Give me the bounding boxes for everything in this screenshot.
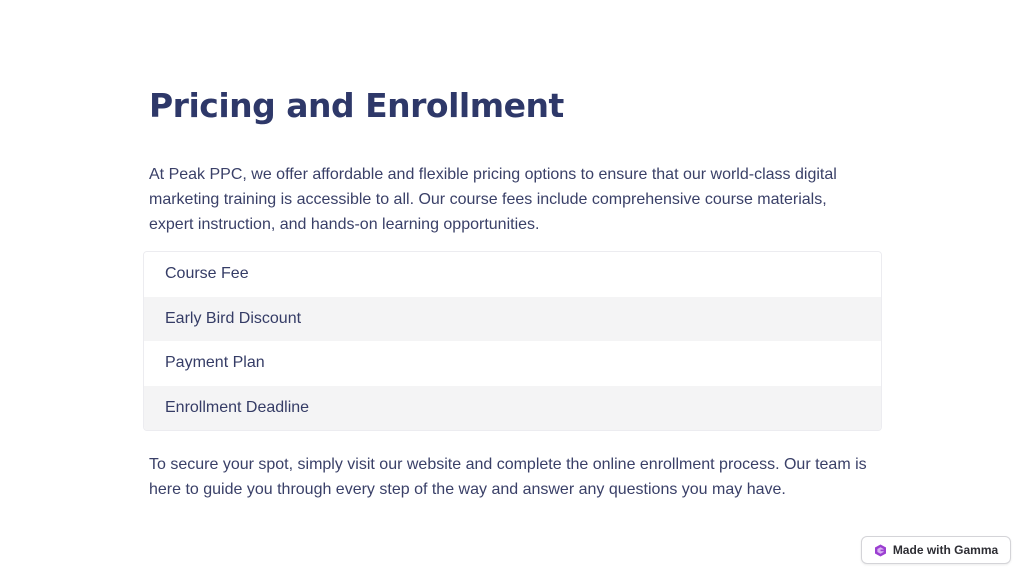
table-row	[144, 252, 881, 297]
pricing-table	[143, 251, 882, 431]
gamma-logo-icon	[874, 544, 887, 557]
table-row-label: Early Bird Discount	[165, 309, 302, 327]
intro-paragraph: At Peak PPC, we offer affordable and flexible pricing options to ensure that our world-class digital marketing training is accessible to all. Our course fees include comprehensive course materials, expert instruction, and hands-on learning opportunities.	[149, 166, 837, 233]
outro-paragraph: To secure your spot, simply visit our website and complete the online enrollment process. Our team is here to guide you through every step of the way and answer any questions you may have.	[149, 456, 867, 498]
table-row-label: Payment Plan	[165, 354, 265, 372]
made-with-gamma-button[interactable]	[861, 536, 1011, 564]
table-row	[144, 341, 881, 386]
table-row	[144, 386, 881, 431]
table-row	[144, 297, 881, 342]
table-row-label: Course Fee	[165, 265, 249, 283]
badge-label: Made with Gamma	[892, 543, 999, 557]
page-title: Pricing and Enrollment	[149, 86, 564, 125]
table-row-label: Enrollment Deadline	[165, 398, 310, 416]
